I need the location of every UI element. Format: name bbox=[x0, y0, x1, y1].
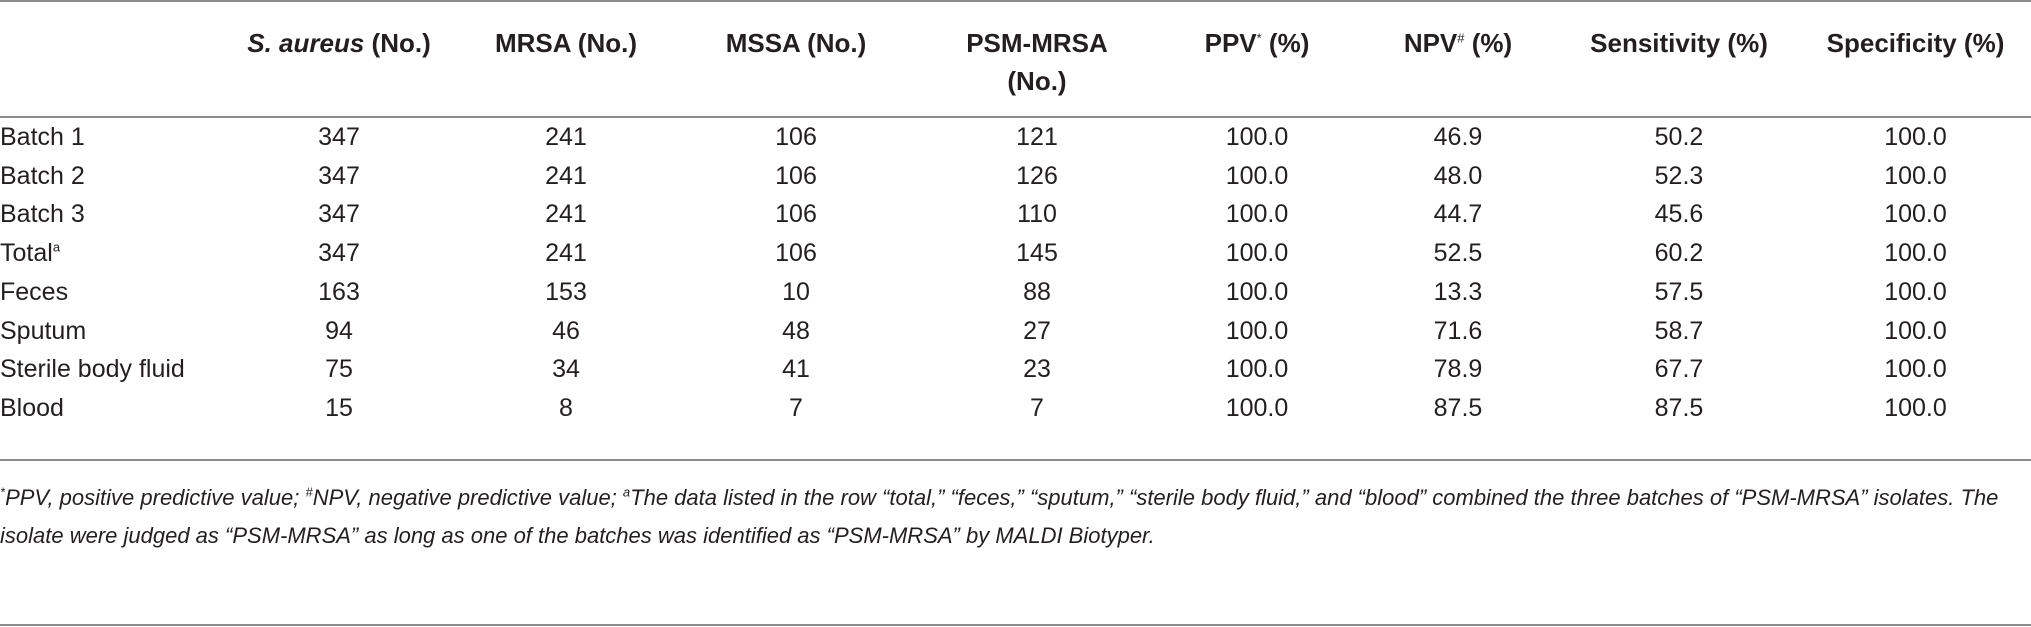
table-cell: 163 bbox=[318, 277, 360, 306]
table-cell: 100.0 bbox=[1225, 393, 1289, 422]
footer-rule bbox=[0, 624, 2031, 626]
table-cell: 23 bbox=[1023, 355, 1051, 384]
column-header: Sensitivity (%) bbox=[1590, 28, 1768, 58]
table-cell: 106 bbox=[775, 123, 817, 151]
footnote-a-mark: a bbox=[622, 484, 631, 500]
table-cell: 106 bbox=[775, 200, 817, 229]
table-cell: 241 bbox=[545, 200, 587, 229]
table-row bbox=[0, 389, 2031, 428]
table-row bbox=[0, 350, 2031, 389]
table-cell: 34 bbox=[552, 355, 580, 384]
table-cell: 100.0 bbox=[1884, 123, 1947, 151]
footnote bbox=[0, 479, 2031, 555]
table-cell: 78.9 bbox=[1433, 355, 1483, 384]
table-cell: 88 bbox=[1023, 277, 1051, 306]
table-cell: 52.3 bbox=[1654, 161, 1704, 190]
footnote-hash-mark: # bbox=[305, 484, 313, 500]
row-label: Sputum bbox=[0, 316, 87, 345]
footnote-star-mark: * bbox=[0, 484, 6, 500]
row-label: Blood bbox=[0, 393, 64, 422]
table-cell: 241 bbox=[545, 161, 587, 190]
table-cell: 15 bbox=[325, 393, 353, 422]
table-row bbox=[0, 157, 2031, 196]
footnote-ppv: PPV, positive predictive value; bbox=[5, 485, 306, 510]
table-cell: 100.0 bbox=[1225, 123, 1289, 151]
table-cell: 100.0 bbox=[1884, 200, 1947, 229]
table-cell: 106 bbox=[775, 239, 817, 268]
bottom-rule bbox=[0, 459, 2031, 461]
table-cell: 100.0 bbox=[1884, 316, 1947, 345]
column-header bbox=[0, 0, 220, 100]
table-cell: 100.0 bbox=[1225, 316, 1289, 345]
table-cell: 347 bbox=[318, 161, 360, 190]
row-label: Total$^a$ bbox=[0, 239, 61, 268]
column-header: PPV* (%) bbox=[1204, 28, 1310, 58]
table-cell: 241 bbox=[545, 123, 587, 151]
table-cell: 48 bbox=[782, 316, 810, 345]
table-cell: 100.0 bbox=[1225, 277, 1289, 306]
table-cell: 100.0 bbox=[1225, 239, 1289, 268]
table-cell: 241 bbox=[545, 239, 587, 268]
table-cell: 347 bbox=[318, 200, 360, 229]
column-header: Specificity (%) bbox=[1826, 28, 2005, 58]
table-cell: 100.0 bbox=[1884, 393, 1947, 422]
table-cell: 100.0 bbox=[1225, 161, 1289, 190]
table-row bbox=[0, 100, 2031, 157]
footnote-npv: NPV, negative predictive value; bbox=[312, 485, 623, 510]
column-header: PSM-MRSA (No.) bbox=[966, 28, 1108, 96]
table-cell: 347 bbox=[318, 123, 360, 151]
table-row bbox=[0, 195, 2031, 234]
table-cell: 100.0 bbox=[1225, 355, 1289, 384]
table-cell: 10 bbox=[782, 277, 810, 306]
table-cell: 7 bbox=[789, 393, 803, 422]
row-label: Sterile body fluid bbox=[0, 355, 185, 384]
table-cell: 75 bbox=[325, 355, 353, 384]
table-cell: 71.6 bbox=[1433, 316, 1483, 345]
table-cell: 60.2 bbox=[1654, 239, 1704, 268]
table-cell: 100.0 bbox=[1884, 277, 1947, 306]
table-row bbox=[0, 234, 2031, 273]
table-cell: 145 bbox=[1016, 239, 1058, 268]
table-cell: 46 bbox=[552, 316, 580, 345]
row-label: Batch 2 bbox=[0, 161, 85, 190]
footnote-note: The data listed in the row “total,” “feces,” “sputum,” “sterile body fluid,” and “blood” combined the three batches of “PSM-MRSA” isolates. The isolate were judged as “PSM-MRSA” as long as one of the batches was identified as “PSM-MRSA” by MALDI Biotyper. bbox=[0, 485, 1999, 548]
row-label: Batch 3 bbox=[0, 200, 85, 229]
table-cell: 46.9 bbox=[1433, 123, 1483, 151]
table-row bbox=[0, 312, 2031, 351]
table-cell: 45.6 bbox=[1654, 200, 1704, 229]
row-label: Feces bbox=[0, 277, 69, 306]
table-cell: 100.0 bbox=[1884, 161, 1947, 190]
table-cell: 13.3 bbox=[1433, 277, 1483, 306]
table-cell: 87.5 bbox=[1654, 393, 1704, 422]
table-cell: 67.7 bbox=[1654, 355, 1704, 384]
table-row bbox=[0, 273, 2031, 312]
table-cell: 58.7 bbox=[1654, 316, 1704, 345]
table-cell: 110 bbox=[1017, 200, 1057, 229]
table-cell: 57.5 bbox=[1654, 277, 1704, 306]
column-header: MRSA (No.) bbox=[494, 28, 637, 58]
table-cell: 126 bbox=[1016, 161, 1058, 190]
table-cell: 8 bbox=[559, 393, 573, 422]
table-cell: 121 bbox=[1016, 123, 1058, 151]
column-header: NPV# (%) bbox=[1403, 28, 1513, 58]
row-label: Batch 1 bbox=[0, 123, 85, 151]
table-cell: 48.0 bbox=[1433, 161, 1483, 190]
table-cell: 44.7 bbox=[1433, 200, 1483, 229]
table-cell: 100.0 bbox=[1225, 200, 1289, 229]
table-cell: 347 bbox=[318, 239, 360, 268]
table-cell: 50.2 bbox=[1654, 123, 1704, 151]
table-cell: 94 bbox=[325, 316, 353, 345]
table-cell: 100.0 bbox=[1884, 239, 1947, 268]
table-cell: 52.5 bbox=[1433, 239, 1483, 268]
header-row bbox=[0, 0, 2031, 100]
table-cell: 41 bbox=[782, 355, 810, 384]
table-cell: 87.5 bbox=[1433, 393, 1483, 422]
column-header: MSSA (No.) bbox=[725, 28, 867, 58]
table-cell: 100.0 bbox=[1884, 355, 1947, 384]
table-body bbox=[0, 100, 2031, 428]
column-header: S. aureus (No.) bbox=[247, 28, 431, 58]
table-cell: 7 bbox=[1030, 393, 1044, 422]
table-cell: 106 bbox=[775, 161, 817, 190]
table-cell: 153 bbox=[545, 277, 587, 306]
table-cell: 27 bbox=[1023, 316, 1051, 345]
